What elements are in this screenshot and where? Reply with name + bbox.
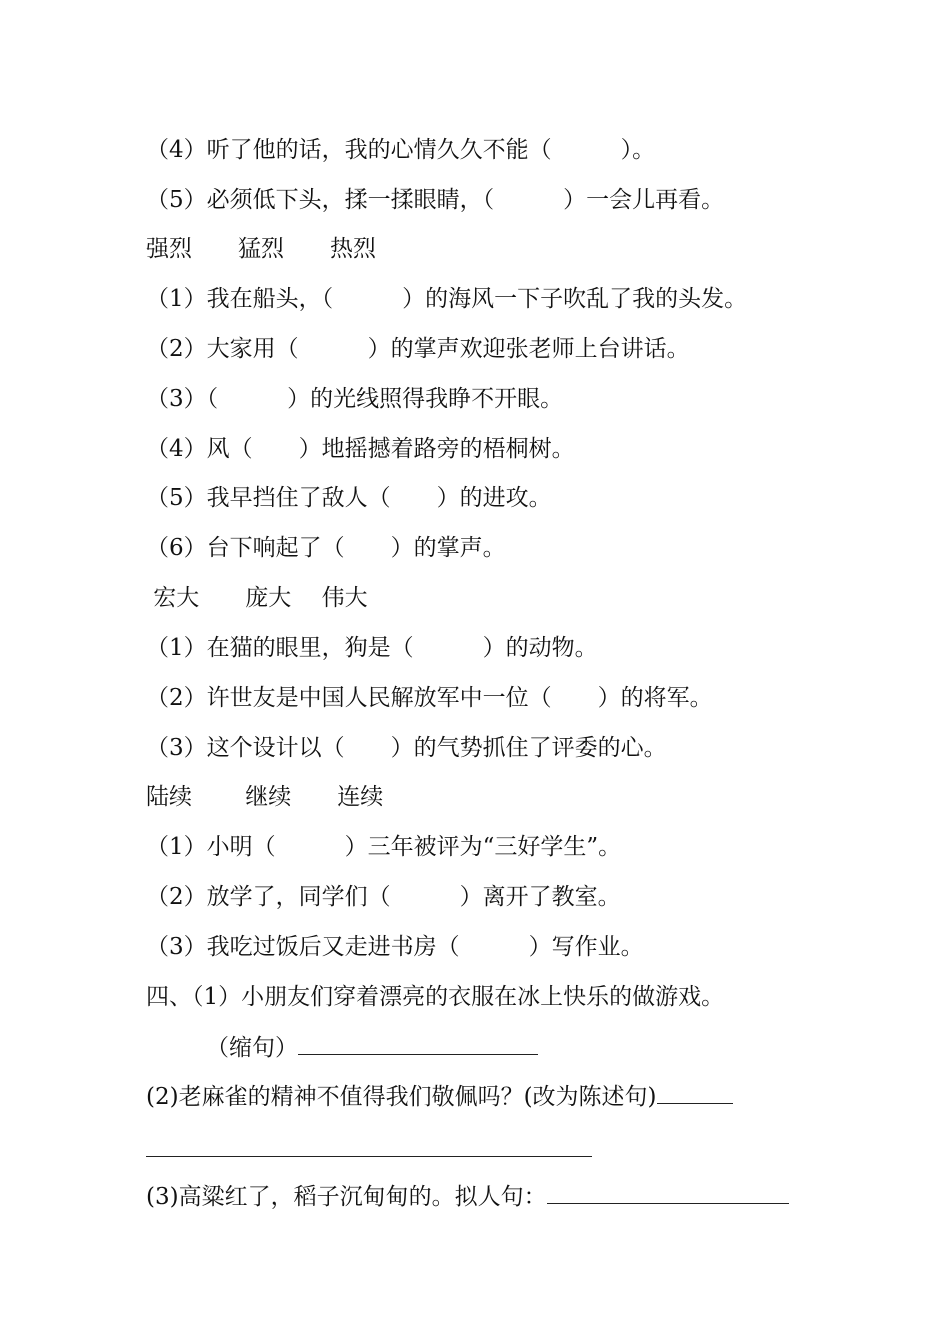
q3-text: (3)高粱红了，稻子沉甸甸的。拟人句： xyxy=(146,1184,547,1210)
question-3-4: （4）听了他的话，我的心情久久不能（ ）。 xyxy=(146,137,656,163)
big-item-1: （1）在猫的眼里，狗是（ ）的动物。 xyxy=(146,635,598,661)
section-4-question-3 xyxy=(146,1181,789,1212)
strong-item-3: （3）（ ）的光线照得我睁不开眼。 xyxy=(146,386,564,412)
big-item-3: （3）这个设计以（ ）的气势抓住了评委的心。 xyxy=(146,735,667,761)
answer-line-q2[interactable] xyxy=(657,1081,733,1104)
strong-item-4: （4）风（ ）地摇撼着路旁的梧桐树。 xyxy=(146,436,575,462)
continue-item-1: （1）小明（ ）三年被评为“三好学生”。 xyxy=(146,834,622,860)
section-4-question-2 xyxy=(146,1081,733,1112)
q2-text: (2)老麻雀的精神不值得我们敬佩吗？(改为陈述句) xyxy=(146,1084,657,1110)
answer-line-q3[interactable] xyxy=(547,1181,789,1204)
strong-item-2: （2）大家用（ ）的掌声欢迎张老师上台讲话。 xyxy=(146,336,690,362)
answer-line-q1[interactable] xyxy=(298,1032,538,1055)
question-3-5: （5）必须低下头，揉一揉眼睛，（ ）一会儿再看。 xyxy=(146,187,725,213)
q1-task-label: （缩句） xyxy=(206,1035,298,1061)
big-item-2: （2）许世友是中国人民解放军中一位（ ）的将军。 xyxy=(146,685,713,711)
word-group-continue: 陆续 继续 连续 xyxy=(146,784,384,810)
strong-item-5: （5）我早挡住了敌人（ ）的进攻。 xyxy=(146,485,552,511)
strong-item-1: （1）我在船头，（ ）的海风一下子吹乱了我的头发。 xyxy=(146,286,748,312)
answer-line-q2-continued[interactable] xyxy=(146,1156,592,1157)
strong-item-6: （6）台下响起了（ ）的掌声。 xyxy=(146,535,506,561)
section-4-q1-task xyxy=(206,1032,538,1063)
section-4-question-1: 四、（1）小朋友们穿着漂亮的衣服在冰上快乐的做游戏。 xyxy=(146,984,725,1010)
continue-item-3: （3）我吃过饭后又走进书房（ ）写作业。 xyxy=(146,934,644,960)
continue-item-2: （2）放学了，同学们（ ）离开了教室。 xyxy=(146,884,621,910)
word-group-big: 宏大 庞大 伟大 xyxy=(146,585,368,611)
word-group-strong: 强烈 猛烈 热烈 xyxy=(146,236,376,262)
